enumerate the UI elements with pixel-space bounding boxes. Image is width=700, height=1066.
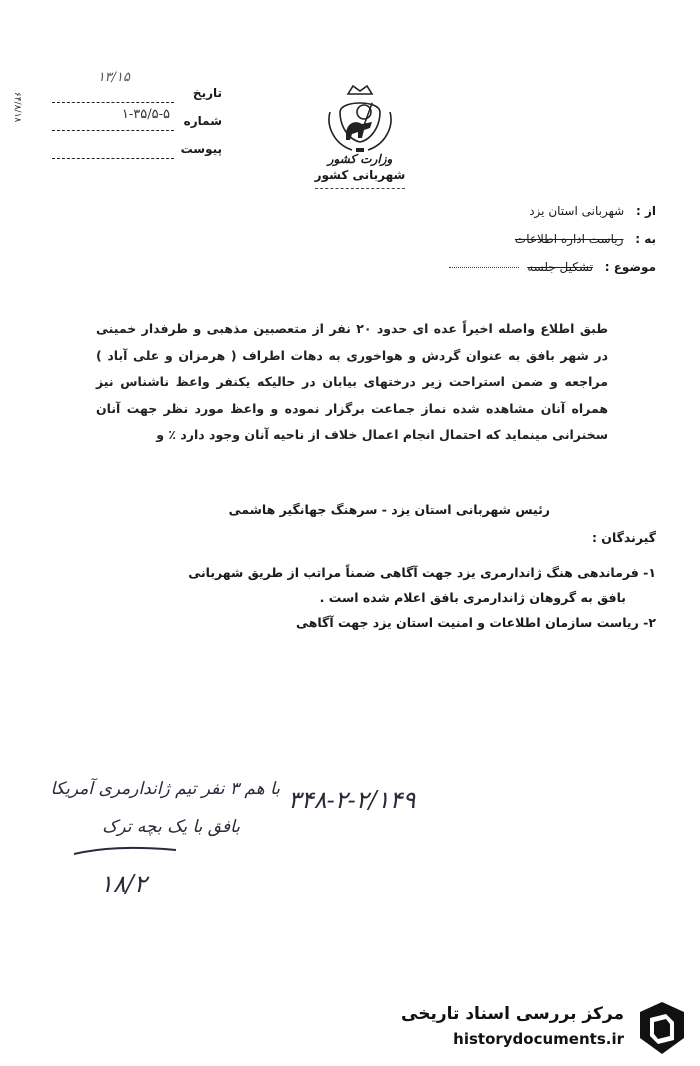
department-name: شهربانی کشور [314,168,406,182]
to-row [396,232,656,260]
recipient-item-1-continued: بافق به گروهان ژاندارمری بافق اعلام شده است . [319,590,626,605]
subject-label: موضوع : [604,260,656,274]
watermark-url: historydocuments.ir [453,1030,624,1048]
handwritten-line-2: بافق با یک بچه ترک [102,817,240,837]
number-row [52,104,222,132]
issuing-office [290,152,430,189]
from-value: شهربانی استان یزد [529,204,625,218]
body-paragraph: طبق اطلاع واصله اخیراً عده ای حدود ۲۰ نفر از متعصبین مذهبی و طرفدار خمینی در شهر بافق به عنوان گردش و هواخوری به دهات اطراف ( هرمزان و علی آباد ) مراجعه و ضمن استراحت زیر درختهای بیابان در حالیکه یکنفر واعظ ناشناس نیز همراه آنان مشاهده شده نماز جماعت برگزار نموده و واعظ مورد نظر جهت آنان سخنرانی مینماید که احتمال انجام اعمال خلاف از ناحیه آنان وجود دارد ٪ و [96,321,608,442]
office-divider [315,188,405,189]
from-row [396,204,656,232]
lion-and-sun-emblem-icon [320,82,400,158]
recipients-list [86,560,656,635]
attachment-row [52,132,222,160]
attachment-line [52,158,174,159]
number-value: ۱-۳۵/۵-۵ [121,107,170,122]
handwritten-archive-number: ۳۴۸-۲-۲/۱۴۹ [288,786,416,814]
from-label: از : [636,204,656,218]
number-line [52,130,174,131]
recipients-heading: گیرندگان : [591,530,656,545]
archive-watermark [388,1000,688,1056]
document-meta [52,70,222,160]
handwritten-underline-stroke [70,840,180,860]
date-value: ۱۳/۱۵ [97,70,130,85]
subject-row [396,260,656,288]
subject-value: تشکیل جلسه [527,260,593,274]
ministry-name: وزارت کشور [327,152,393,166]
date-label: تاریخ [192,86,222,100]
date-row [52,70,222,104]
recipient-item-1: ۱- فرماندهی هنگ ژاندارمری یزد جهت آگاهی ضمناً مراتب از طریق شهربانی [188,565,656,580]
side-margin-note: ۶۴/۸/۱۸ [12,92,22,123]
handwritten-initial: ۱۸/۲ [100,870,147,898]
handwritten-line-1: با هم ۳ نفر تیم ژاندارمری آمریکا [50,779,280,799]
number-label: شماره [183,114,222,128]
subject-dotted-line [449,267,519,268]
date-line [52,102,174,103]
signer-line: رئیس شهربانی استان یزد - سرهنگ جهانگیر هاشمی [228,502,550,517]
to-value: ریاست اداره اطلاعات [514,232,624,246]
recipient-item-2: ۲- ریاست سازمان اطلاعات و امنیت استان یزد جهت آگاهی [296,615,656,630]
addressing-block [396,204,656,288]
archive-logo-icon [636,1000,688,1056]
attachment-label: پیوست [180,142,222,156]
to-label: به : [635,232,656,246]
handwritten-note [40,770,280,846]
watermark-title: مرکز بررسی اسناد تاریخی [401,1004,624,1024]
